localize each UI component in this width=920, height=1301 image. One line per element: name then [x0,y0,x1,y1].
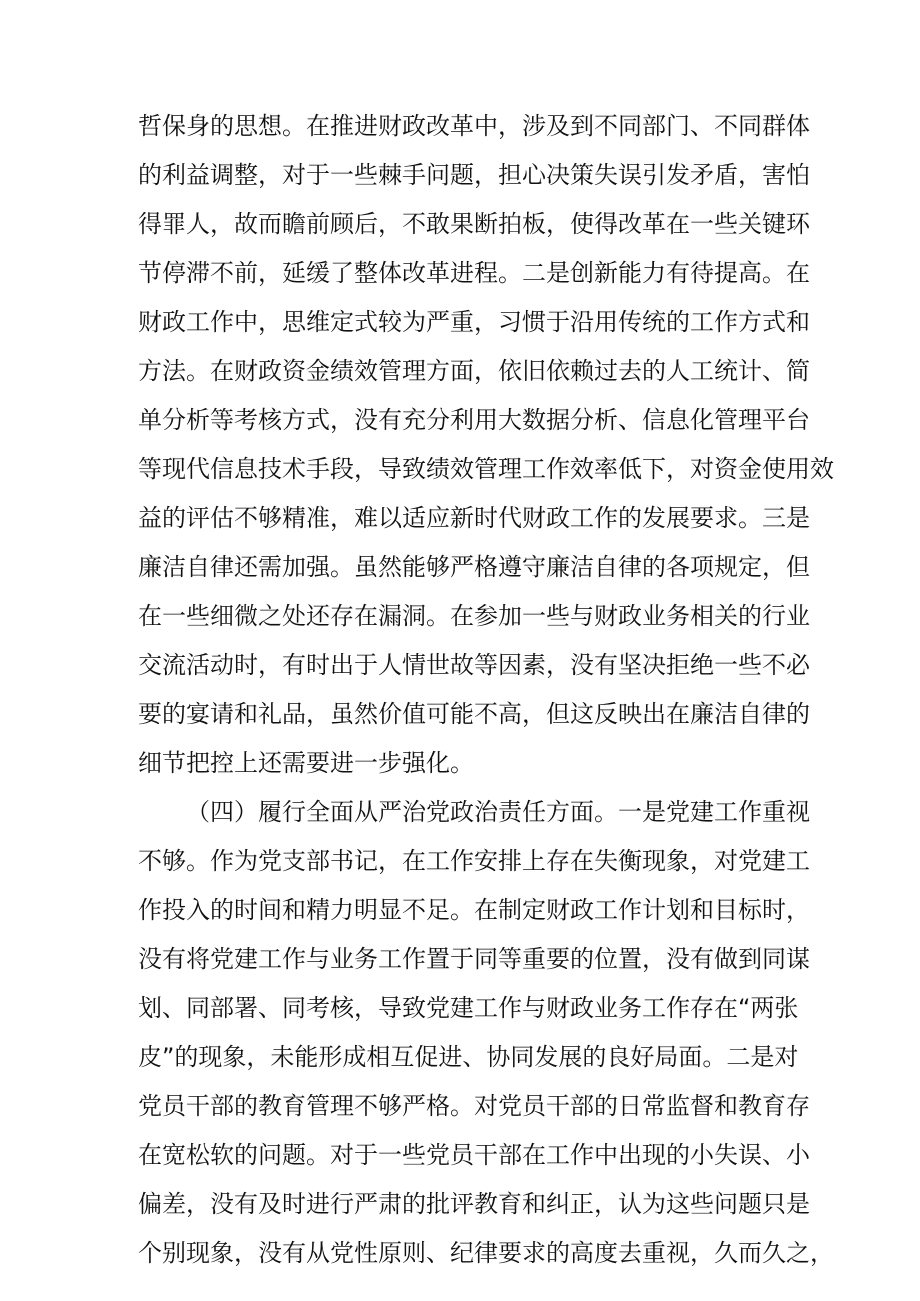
paragraph-line: 个别现象，没有从党性原则、纪律要求的高度去重视，久而久之， [138,1239,834,1267]
paragraph-line: 交流活动时，有时出于人情世故等因素，没有坚决拒绝一些不必 [138,651,810,679]
paragraph-line: 财政工作中，思维定式较为严重，习惯于沿用传统的工作方式和 [138,308,810,336]
paragraph-line: 节停滞不前，延缓了整体改革进程。二是创新能力有待提高。在 [138,259,810,287]
paragraph-line: 方法。在财政资金绩效管理方面，依旧依赖过去的人工统计、简 [138,357,810,385]
paragraph-line: 在一些细微之处还存在漏洞。在参加一些与财政业务相关的行业 [138,602,810,630]
paragraph-line: 的利益调整，对于一些棘手问题，担心决策失误引发矛盾，害怕 [138,161,810,189]
paragraph-line: 廉洁自律还需加强。虽然能够严格遵守廉洁自律的各项规定，但 [138,553,810,581]
paragraph-line: 细节把控上还需要进一步强化。 [138,749,474,777]
paragraph-line: 哲保身的思想。在推进财政改革中，涉及到不同部门、不同群体 [138,112,810,140]
paragraph-line: 皮”的现象，未能形成相互促进、协同发展的良好局面。二是对 [138,1043,799,1071]
paragraph-line: 划、同部署、同考核，导致党建工作与财政业务工作存在“两张 [138,994,799,1022]
paragraph-line: 在宽松软的问题。对于一些党员干部在工作中出现的小失误、小 [138,1141,810,1169]
paragraph-line: 没有将党建工作与业务工作置于同等重要的位置，没有做到同谋 [138,945,810,973]
paragraph-line: 单分析等考核方式，没有充分利用大数据分析、信息化管理平台 [138,406,810,434]
paragraph-line: 益的评估不够精准，难以适应新时代财政工作的发展要求。三是 [138,504,810,532]
paragraph-line: 偏差，没有及时进行严肃的批评教育和纠正，认为这些问题只是 [138,1190,810,1218]
paragraph-line: 要的宴请和礼品，虽然价值可能不高，但这反映出在廉洁自律的 [138,700,810,728]
paragraph-line: 作投入的时间和精力明显不足。在制定财政工作计划和目标时， [138,896,810,924]
paragraph-line: 不够。作为党支部书记，在工作安排上存在失衡现象，对党建工 [138,847,810,875]
paragraph-line: 党员干部的教育管理不够严格。对党员干部的日常监督和教育存 [138,1092,810,1120]
paragraph-line: 等现代信息技术手段，导致绩效管理工作效率低下，对资金使用效 [138,455,834,483]
paragraph-line: 得罪人，故而瞻前顾后，不敢果断拍板，使得改革在一些关键环 [138,210,810,238]
section-heading-line: （四）履行全面从严治党政治责任方面。一是党建工作重视 [186,798,810,826]
